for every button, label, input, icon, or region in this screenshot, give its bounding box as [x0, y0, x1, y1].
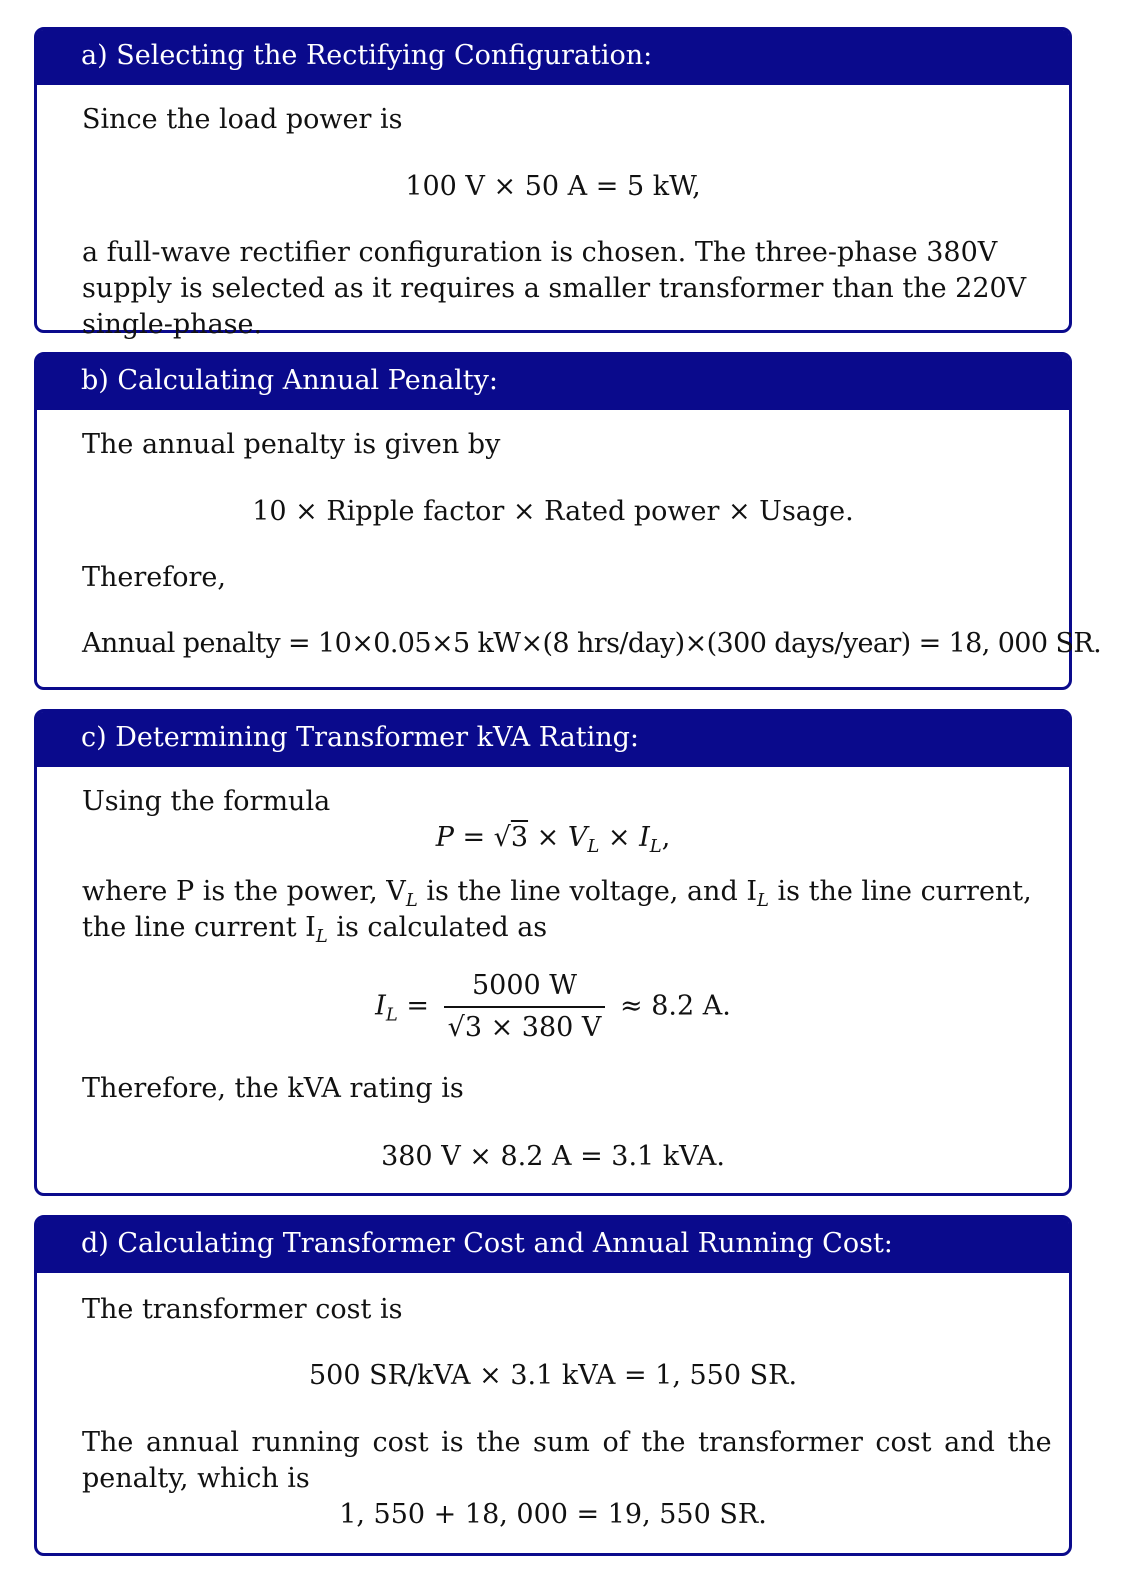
section-d-running-line1: The annual running cost is the sum of the transformer cost and the [82, 1427, 1052, 1458]
section-c-therefore: Therefore, the kVA rating is [82, 1073, 464, 1104]
section-a-body: a full-wave rectifier configuration is chosen. The three-phase 380V supply is selected as it requires a smaller transformer than the 220V single-phase. [82, 237, 1027, 340]
section-b-penalty-line: Annual penalty = 10×0.05×5 kW×(8 hrs/day)×(300 days/year) = 18, 000 SR. [82, 628, 1102, 659]
current-fraction [444, 968, 606, 1046]
section-b-equation: 10 × Ripple factor × Rated power × Usage. [252, 496, 854, 527]
section-a-box [34, 27, 1072, 340]
fraction-result: ≈ 8.2 A. [620, 990, 731, 1022]
section-c-where-line2: the line current $I_L$ is calculated as [82, 912, 548, 947]
section-c-box [34, 709, 1072, 1196]
section-d-header: d) Calculating Transformer Cost and Annual Running Cost: [37, 1218, 1069, 1273]
section-c-where-line1: where P is the power, $V_L$ is the line voltage, and $I_L$ is the line current, [82, 876, 1032, 911]
section-d-running-line2: penalty, which is [82, 1463, 310, 1494]
section-c-fraction-equation: $I_L$ = $\frac{5000 W}{√3 \times 380 V}$ ≈ 8.2 A. [37, 968, 1069, 1046]
section-a-equation: 100 V × 50 A = 5 kW, [405, 171, 701, 202]
section-a-intro: Since the load power is [82, 104, 403, 135]
section-c-kva-equation: 380 V × 8.2 A = 3.1 kVA. [381, 1141, 725, 1172]
section-c-header: c) Determining Transformer kVA Rating: [37, 712, 1069, 767]
section-c-intro: Using the formula [82, 786, 331, 817]
section-d-intro: The transformer cost is [82, 1294, 403, 1325]
section-d-total-equation: 1, 550 + 18, 000 = 19, 550 SR. [339, 1499, 767, 1530]
fraction-denominator: √3 × 380 V [447, 1012, 602, 1043]
section-b-header: b) Calculating Annual Penalty: [37, 355, 1069, 410]
section-c-formula: $P = √3 \times V_L \times I_L$, [435, 822, 671, 857]
section-d-cost-equation: 500 SR/kVA × 3.1 kVA = 1, 550 SR. [308, 1360, 798, 1391]
section-b-box [34, 352, 1102, 690]
section-a-header: a) Selecting the Rectifying Configuration: [37, 30, 1069, 85]
section-b-intro: The annual penalty is given by [82, 429, 501, 460]
section-b-therefore: Therefore, [82, 562, 226, 593]
fraction-numerator: 5000 W [444, 968, 606, 1008]
section-d-box [34, 1215, 1072, 1556]
